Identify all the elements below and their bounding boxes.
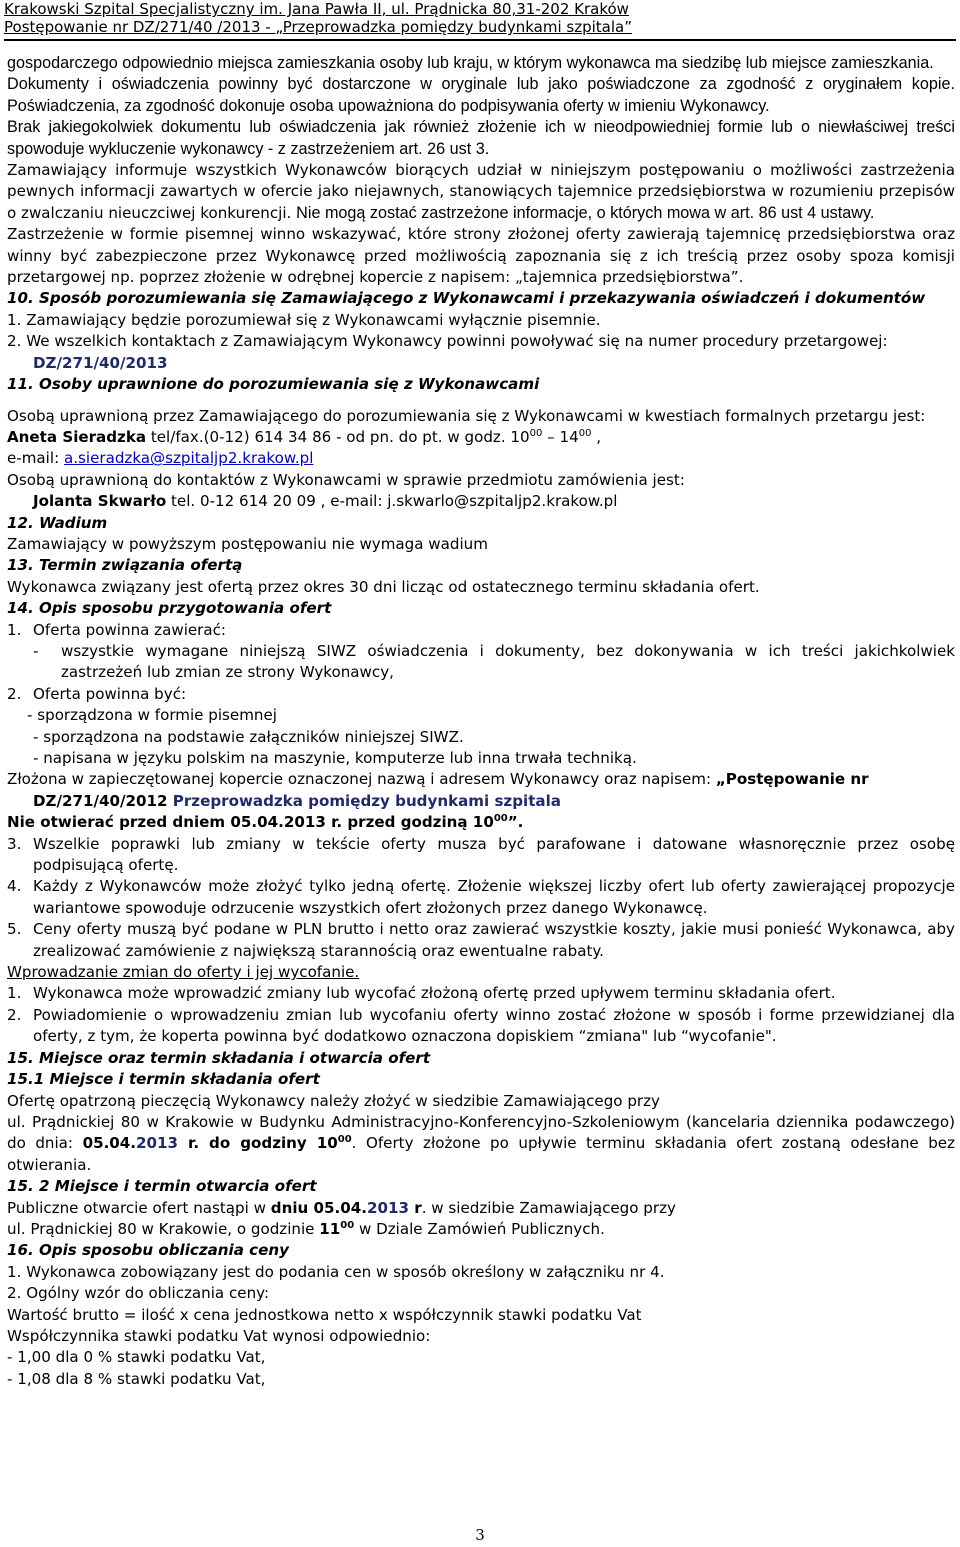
section-heading-10: 10. Sposób porozumiewania się Zamawiającego z Wykonawcami i przekazywania oświadczeń i dokumentów [7,289,926,308]
section-10-item-2: 2. We wszelkich kontaktach z Zamawiającym Wykonawcy powinni powoływać się na numer procedury przetargowej: [7,332,888,351]
section-heading-15-1: 15.1 Miejsce i termin składania ofert [7,1070,320,1089]
header-rule [4,39,956,41]
list-item: - 1,08 dla 8 % stawki podatku Vat, [7,1369,266,1388]
list-item: 2. Oferta powinna być: [7,684,187,703]
list-item: 2. Ogólny wzór do obliczania ceny: [7,1284,270,1303]
list-item: 1. Wykonawca może wprowadzić zmiany lub wycofać złożoną ofertę przed upływem terminu składania ofert. [7,984,836,1003]
document-body [7,53,955,1390]
section-heading-15: 15. Miejsce oraz termin składania i otwarcia ofert [7,1048,431,1067]
list-item: - 1,00 dla 0 % stawki podatku Vat, [7,1348,266,1367]
header-procedure: Postępowanie nr DZ/271/40 /2013 - „Przeprowadzka pomiędzy budynkami szpitala” [4,18,632,36]
section-11-contact-2: Osobą uprawnioną do kontaktów z Wykonawcami w sprawie przedmiotu zamówienia jest: [7,470,685,489]
list-item: - napisana w języku polskim na maszynie, komputerze lub inna trwała techniką. [33,749,637,767]
contact-email-1: e-mail: a.sieradzka@szpitaljp2.krakow.pl [7,449,314,468]
paragraph: Brak jakiegokolwiek dokumentu lub oświadczenia jak również złożenie ich w nieodpowiedniej formie lub o niewłaściwej treści spowoduje wykluczenie wykonawcy - z zastrzeżeniem art. 26 ust 3. [7,118,955,158]
paragraph: Publiczne otwarcie ofert nastąpi w dniu 05.04.2013 r. w siedzibie Zamawiającego przy [7,1198,676,1217]
procedure-reference: DZ/271/40/2013 [33,353,168,372]
list-item: 4. Każdy z Wykonawców może złożyć tylko jedną ofertę. Złożenie większej liczby ofert lub oferty zawierającej propozycje wariantowe spowoduje odrzucenie wszystkich ofert złożonych przez danego Wykonawcę. [7,877,955,917]
envelope-deadline: Nie otwierać przed dniem 05.04.2013 r. przed godziną $10^{00}$”. [7,813,524,832]
paragraph: ul. Prądnickiej 80 w Krakowie, o godzinie $11^{00}$ w Dziale Zamówień Publicznych. [7,1219,605,1238]
contact-person-1: Aneta Sieradzka tel/fax.(0-12) 614 34 86 - od pn. do pt. w godz. $10^{00} - 14^{00}$ , [7,427,602,446]
section-12-text: Zamawiający w powyższym postępowaniu nie wymaga wadium [7,534,488,553]
header-institution: Krakowski Szpital Specjalistyczny im. Jana Pawła II, ul. Prądnicka 80,31-202 Kraków [4,0,629,18]
page-number: 3 [475,1526,485,1544]
paragraph: Współczynnika stawki podatku Vat wynosi odpowiednio: [7,1326,431,1345]
formula: Wartość brutto = ilość x cena jednostkowa netto x współczynnik stawki podatku Vat [7,1305,642,1324]
list-item: - sporządzona w formie pisemnej [27,706,277,725]
email-link[interactable]: a.sieradzka@szpitaljp2.krakow.pl [63,449,314,468]
section-heading-16: 16. Opis sposobu obliczania ceny [7,1241,289,1260]
section-heading-13: 13. Termin związania ofertą [7,556,243,575]
list-item: - wszystkie wymagane niniejszą SIWZ oświadczenia i dokumenty, bez dokonywania w ich treści jakichkolwiek zastrzeżeń lub zmian ze strony Wykonawcy, [33,641,955,682]
page-header [4,0,956,36]
list-item: 2. Powiadomienie o wprowadzeniu zmian lub wycofaniu oferty winno zostać złożone w sposób i forme przewidzianej dla oferty, z tym, że koperta powinna być dodatkowo oznaczona dopiskiem “zmiana" lub “wycofanie". [7,1005,955,1046]
section-heading-11: 11. Osoby uprawnione do porozumiewania się z Wykonawcami [7,375,540,394]
envelope-instruction: Złożona w zapieczętowanej kopercie oznaczonej nazwą i adresem Wykonawcy oraz napisem: „Postępowanie nr [7,770,869,789]
list-item: 1. Oferta powinna zawierać: [7,620,227,639]
list-item: 1. Wykonawca zobowiązany jest do podania cen w sposób określony w załączniku nr 4. [7,1262,665,1281]
contact-person-2: Jolanta Skwarło tel. 0-12 614 20 09 , e-mail: j.skwarlo@szpitaljp2.krakow.pl [33,492,618,511]
section-13-text: Wykonawca związany jest ofertą przez okres 30 dni licząc od ostatecznego terminu składania ofert. [7,577,760,596]
paragraph: Dokumenty i oświadczenia powinny być dostarczone w oryginale lub jako poświadczone za zgodność z oryginałem kopie. Poświadczenia, za zgodność dokonuje osoba upoważniona do podpisywania oferty w imieniu Wykonawcy. [7,75,955,115]
section-heading-15-2: 15. 2 Miejsce i termin otwarcia ofert [7,1177,317,1196]
section-heading-12: 12. Wadium [7,513,108,532]
paragraph: ul. Prądnickiej 80 w Krakowie w Budynku Administracyjno-Konferencyjno-Szkoleniowym (kancelaria dziennika podawczego) do dnia: 05.04.2013 r. do godziny $10^{00}$. Oferty złożone po upływie terminu składania ofert zostaną odesłane bez otwierania. [7,1112,956,1174]
list-item: 3. Wszelkie poprawki lub zmiany w tekście oferty musza być parafowane i datowane własnoręcznie przez osobę podpisującą ofertę. [7,834,955,875]
paragraph: Ofertę opatrzoną pieczęcią Wykonawcy należy złożyć w siedzibie Zamawiającego przy [7,1091,660,1110]
section-10-item-1: 1. Zamawiający będzie porozumiewał się z Wykonawcami wyłącznie pisemnie. [7,310,601,329]
envelope-label: DZ/271/40/2012 Przeprowadzka pomiędzy budynkami szpitala [33,791,561,810]
list-item: - sporządzona na podstawie załączników niniejszej SIWZ. [33,727,464,746]
subheading-changes: Wprowadzanie zmian do oferty i jej wycofanie. [7,963,360,982]
section-11-contact-intro: Osobą uprawnioną przez Zamawiającego do porozumiewania się z Wykonawcami w kwestiach formalnych przetargu jest: [7,406,926,425]
paragraph: Zamawiający informuje wszystkich Wykonawców biorących udział w niniejszym postępowaniu o możliwości zastrzeżenia pewnych informacji zawartych w ofercie jako niejawnych, stanowiących tajemnice przedsiębiorstwa w rozumieniu przepisów o zwalczaniu nieuczciwej konkurencji. Nie mogą zostać zastrzeżone informacje, o których mowa w art. 86 ust 4 ustawy. [7,161,955,222]
list-item: 5. Ceny oferty muszą być podane w PLN brutto i netto oraz zawierać wszystkie koszty, jakie musi ponieść Wykonawca, aby zrealizować zamówienie z największą starannością oraz ewentualne rabaty. [7,920,955,960]
paragraph: gospodarczego odpowiednio miejsca zamieszkania osoby lub kraju, w którym wykonawca ma siedzibę lub miejsce zamieszkania. [7,54,934,72]
paragraph: Zastrzeżenie w formie pisemnej winno wskazywać, które strony złożonej oferty zawierają tajemnicę przedsiębiorstwa oraz winny być zabezpieczone przez Wykonawcę przed możliwością zapoznania się z ich treścią przez osoby spoza komisji przetargowej np. poprzez złożenie w odrębnej kopercie z napisem: „tajemnica przedsiębiorstwa”. [7,225,955,287]
section-heading-14: 14. Opis sposobu przygotowania ofert [7,599,332,618]
